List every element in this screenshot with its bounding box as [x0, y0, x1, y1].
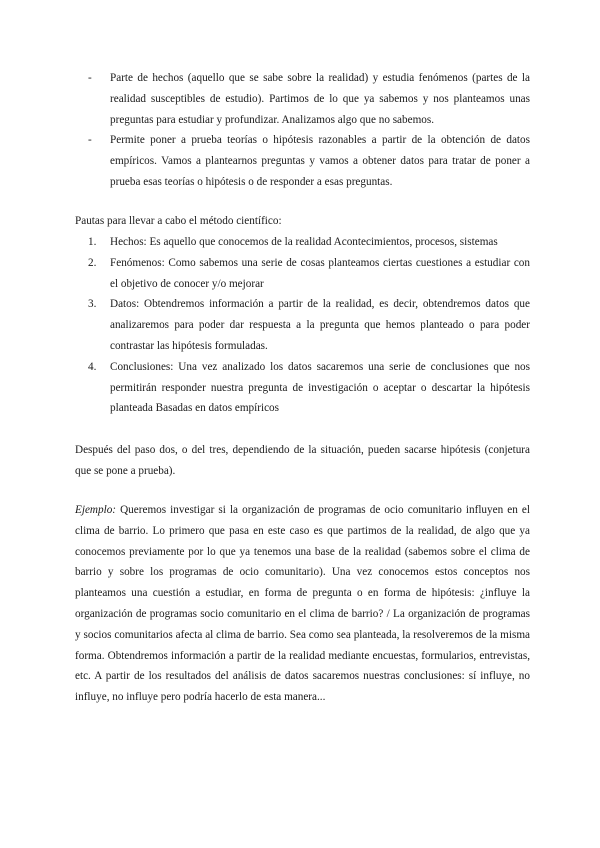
dash-bullet: -	[88, 72, 92, 84]
item-text: Hechos: Es aquello que conocemos de la realidad Acontecimientos, procesos, sistemas	[110, 236, 498, 248]
intro-line: Pautas para llevar a cabo el método científico:	[75, 215, 282, 227]
dash-bullet: -	[88, 134, 92, 147]
item-number: 2.	[88, 256, 97, 269]
numbered-list	[88, 232, 530, 419]
example-paragraph	[75, 500, 530, 708]
item-text: Datos: Obtendremos información a partir de la realidad, es decir, obtendremos datos que analizaremos para poder dar respuesta a la pregunta que hemos planteado o para poder contrastar las hipótesis formuladas.	[110, 298, 530, 352]
item-text: Conclusiones: Una vez analizado los datos sacaremos una serie de conclusiones que nos permitirán responder nuestra pregunta de investigación o aceptar o descartar la hipótesis planteada Basadas en datos empíricos	[110, 360, 530, 415]
dash-list-item	[88, 130, 530, 192]
dash-item-text: Parte de hechos (aquello que se sabe sobre la realidad) y estudia fenómenos (partes de la realidad susceptibles de estudio). Partimos de lo que ya sabemos y nos planteamos unas preguntas para estudiar y profundizar. Analizamos algo que no sabemos.	[110, 72, 530, 126]
item-number: 3.	[88, 298, 97, 311]
numbered-list-item	[88, 357, 530, 419]
numbered-list-item	[88, 232, 530, 253]
numbered-list-item	[88, 294, 530, 356]
example-text: Queremos investigar si la organización de programas de ocio comunitario influyen en el clima de barrio. Lo primero que pasa en este caso es que partimos de la realidad, de algo que ya conocemos previamente por lo que ya tenemos una base de la realidad (sabemos sobre el clima de barrio y sobre los programas de ocio comunitario). Una vez conocemos estos conceptos nos planteamos una cuestión a estudiar, en forma de pregunta o en forma de hipótesis: ¿influye la organización de programas socio comunitario en el clima de barrio? / La organización de programas y socios comunitarios afecta al clima de barrio. Sea como sea planteada, la resolveremos de la misma forma. Obtendremos información a partir de la realidad mediante encuestas, formularios, entrevistas, etc. A partir de los resultados del análisis de datos sacaremos nuestras conclusiones: sí influye, no influye, no influye pero podría hacerlo de esta manera...	[75, 504, 530, 704]
item-text: Fenómenos: Como sabemos una serie de cosas planteamos ciertas cuestiones a estudiar con el objetivo de conocer y/o mejorar	[110, 256, 530, 290]
example-label: Ejemplo:	[75, 504, 117, 516]
dash-item-text: Permite poner a prueba teorías o hipótesis razonables a partir de la obtención de datos empíricos. Vamos a plantearnos preguntas y vamos a obtener datos para tratar de poner a prueba esas teorías o hipótesis o de responder a esas preguntas.	[110, 134, 530, 188]
dash-list-item	[88, 68, 530, 130]
after-paragraph: Después del paso dos, o del tres, dependiendo de la situación, pueden sacarse hipótesis (conjetura que se pone a prueba).	[75, 444, 530, 477]
dash-list	[88, 68, 530, 193]
item-number: 1.	[88, 236, 97, 248]
item-number: 4.	[88, 360, 97, 373]
numbered-list-item	[88, 253, 530, 295]
